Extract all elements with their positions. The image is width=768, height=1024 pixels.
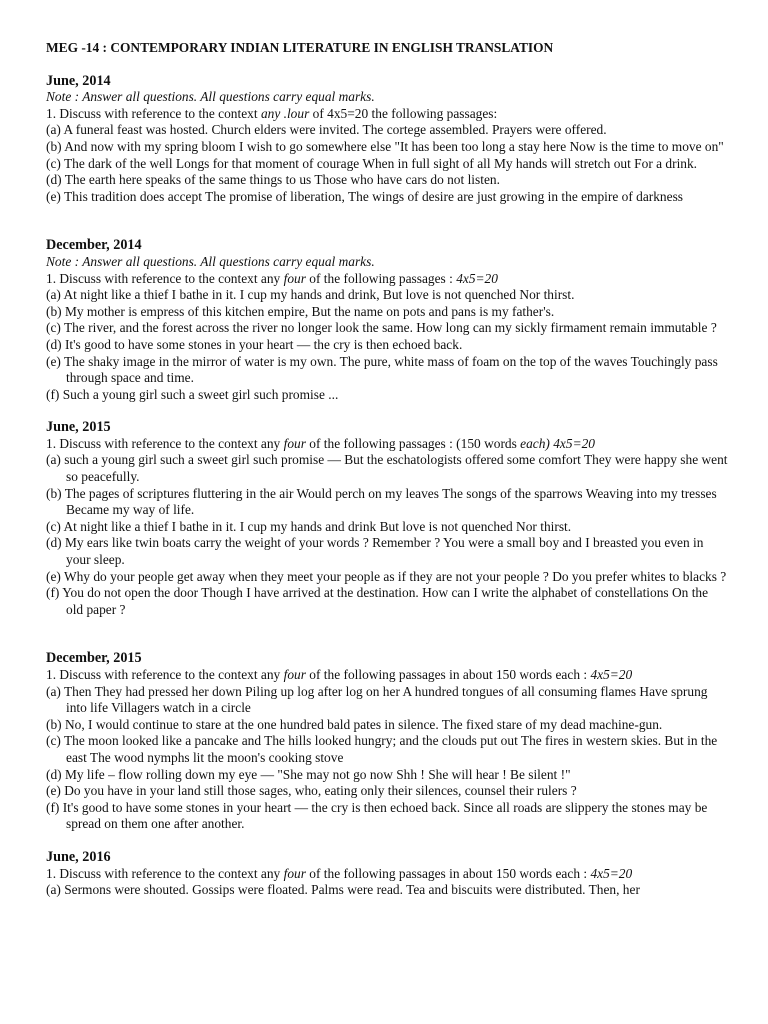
section-note: Note : Answer all questions. All questions carry equal marks. — [46, 253, 375, 269]
section-june-2014 — [46, 73, 728, 206]
question-instruction: 1. Discuss with reference to the context any four of the following passages in about 150 words each : 4x5=20 — [46, 667, 633, 682]
passage-item: (c) The dark of the well Longs for that moment of courage When in full sight of all My hands will stretch out For a drink. — [46, 155, 698, 171]
passage-item: (f) You do not open the door Though I have arrived at the destination. How can I write the alphabet of constellations On the old paper ? — [46, 585, 709, 617]
passage-item: (b) The pages of scriptures fluttering in the air Would perch on my leaves The songs of the sparrows Weaving into my tresses Became my way of life. — [46, 485, 717, 518]
section-december-2015 — [46, 650, 728, 833]
passage-item: (a) Then They had pressed her down Piling up log after log on her A hundred tongues of all consuming flames Have sprung into life Villagers watch in a circle — [46, 683, 708, 716]
passage-item: (e) Do you have in your land still those sages, who, eating only their silences, counsel their rulers ? — [46, 783, 577, 799]
question-instruction: 1. Discuss with reference to the context any four of the following passages : (150 words each) 4x5=20 — [46, 435, 596, 451]
passage-item: (d) My ears like twin boats carry the weight of your words ? Remember ? You were a small boy and I breasted you even in your sleep. — [46, 535, 704, 568]
passage-item: (d) My life – flow rolling down my eye — "She may not go now Shh ! She will hear ! Be silent !" — [46, 766, 571, 782]
passage-item: (e) Why do your people get away when they meet your people as if they are not your people ? Do you prefer whites to blacks ? — [46, 568, 727, 584]
passage-item: (c) At night like a thief I bathe in it. I cup my hands and drink But love is not quenched Nor thirst. — [46, 518, 572, 534]
passage-item: (a) At night like a thief I bathe in it. I cup my hands and drink, But love is not quenched Nor thirst. — [46, 287, 575, 303]
passage-item: (a) such a young girl such a sweet girl such promise — But the eschatologists offered some comfort They were happy she went so peacefully. — [46, 452, 728, 485]
section-june-2015 — [46, 419, 728, 618]
section-heading: June, 2015 — [46, 419, 111, 436]
question-instruction: 1. Discuss with reference to the context any four of the following passages in about 150 words each : 4x5=20 — [46, 865, 633, 881]
section-note: Note : Answer all questions. All questions carry equal marks. — [46, 89, 375, 105]
passage-item: (c) The moon looked like a pancake and The hills looked hungry; and the clouds put out The fires in western skies. But in the east The wood nymphs lit the moon's cooking stove — [46, 733, 718, 765]
section-june-2016 — [46, 849, 728, 899]
section-december-2014 — [46, 237, 728, 403]
question-instruction: 1. Discuss with reference to the context any four of the following passages : 4x5=20 — [46, 270, 498, 286]
passage-item: (b) And now with my spring bloom I wish to go somewhere else "It has been too long a stay here Now is the time to move on" — [46, 138, 724, 154]
passage-item: (b) No, I would continue to stare at the one hundred bald pates in silence. The fixed stare of my dead machine-gun. — [46, 716, 663, 732]
passage-item: (b) My mother is empress of this kitchen empire, But the name on pots and pans is my father's. — [46, 303, 555, 319]
document-title: MEG -14 : CONTEMPORARY INDIAN LITERATURE IN ENGLISH TRANSLATION — [46, 40, 554, 55]
section-heading: December, 2014 — [46, 237, 142, 254]
passage-item: (f) Such a young girl such a sweet girl such promise ... — [46, 386, 339, 402]
passage-item: (c) The river, and the forest across the river no longer look the same. How long can my sickly firmament remain immutable ? — [46, 320, 717, 336]
section-heading: June, 2016 — [46, 848, 111, 865]
passage-item: (e) The shaky image in the mirror of water is my own. The pure, white mass of foam on the top of the waves Touchingly pass through space and time. — [46, 353, 718, 386]
passage-item: (f) It's good to have some stones in your heart — the cry is then echoed back. Since all roads are slippery the stones may be spread on them one after another. — [46, 799, 708, 832]
passage-item: (a) Sermons were shouted. Gossips were floated. Palms were read. Tea and biscuits were distributed. Then, her — [46, 882, 640, 898]
passage-item: (d) The earth here speaks of the same things to us Those who have cars do not listen. — [46, 172, 500, 188]
question-instruction: 1. Discuss with reference to the context any .lour of 4x5=20 the following passages: — [46, 105, 498, 121]
passage-item: (d) It's good to have some stones in your heart — the cry is then echoed back. — [46, 336, 463, 352]
passage-item: (e) This tradition does accept The promise of liberation, The wings of desire are just growing in the empire of darkness — [46, 188, 683, 204]
passage-item: (a) A funeral feast was hosted. Church elders were invited. The cortege assembled. Prayers were offered. — [46, 122, 607, 138]
section-heading: June, 2014 — [46, 72, 111, 89]
section-heading: December, 2015 — [46, 650, 142, 667]
